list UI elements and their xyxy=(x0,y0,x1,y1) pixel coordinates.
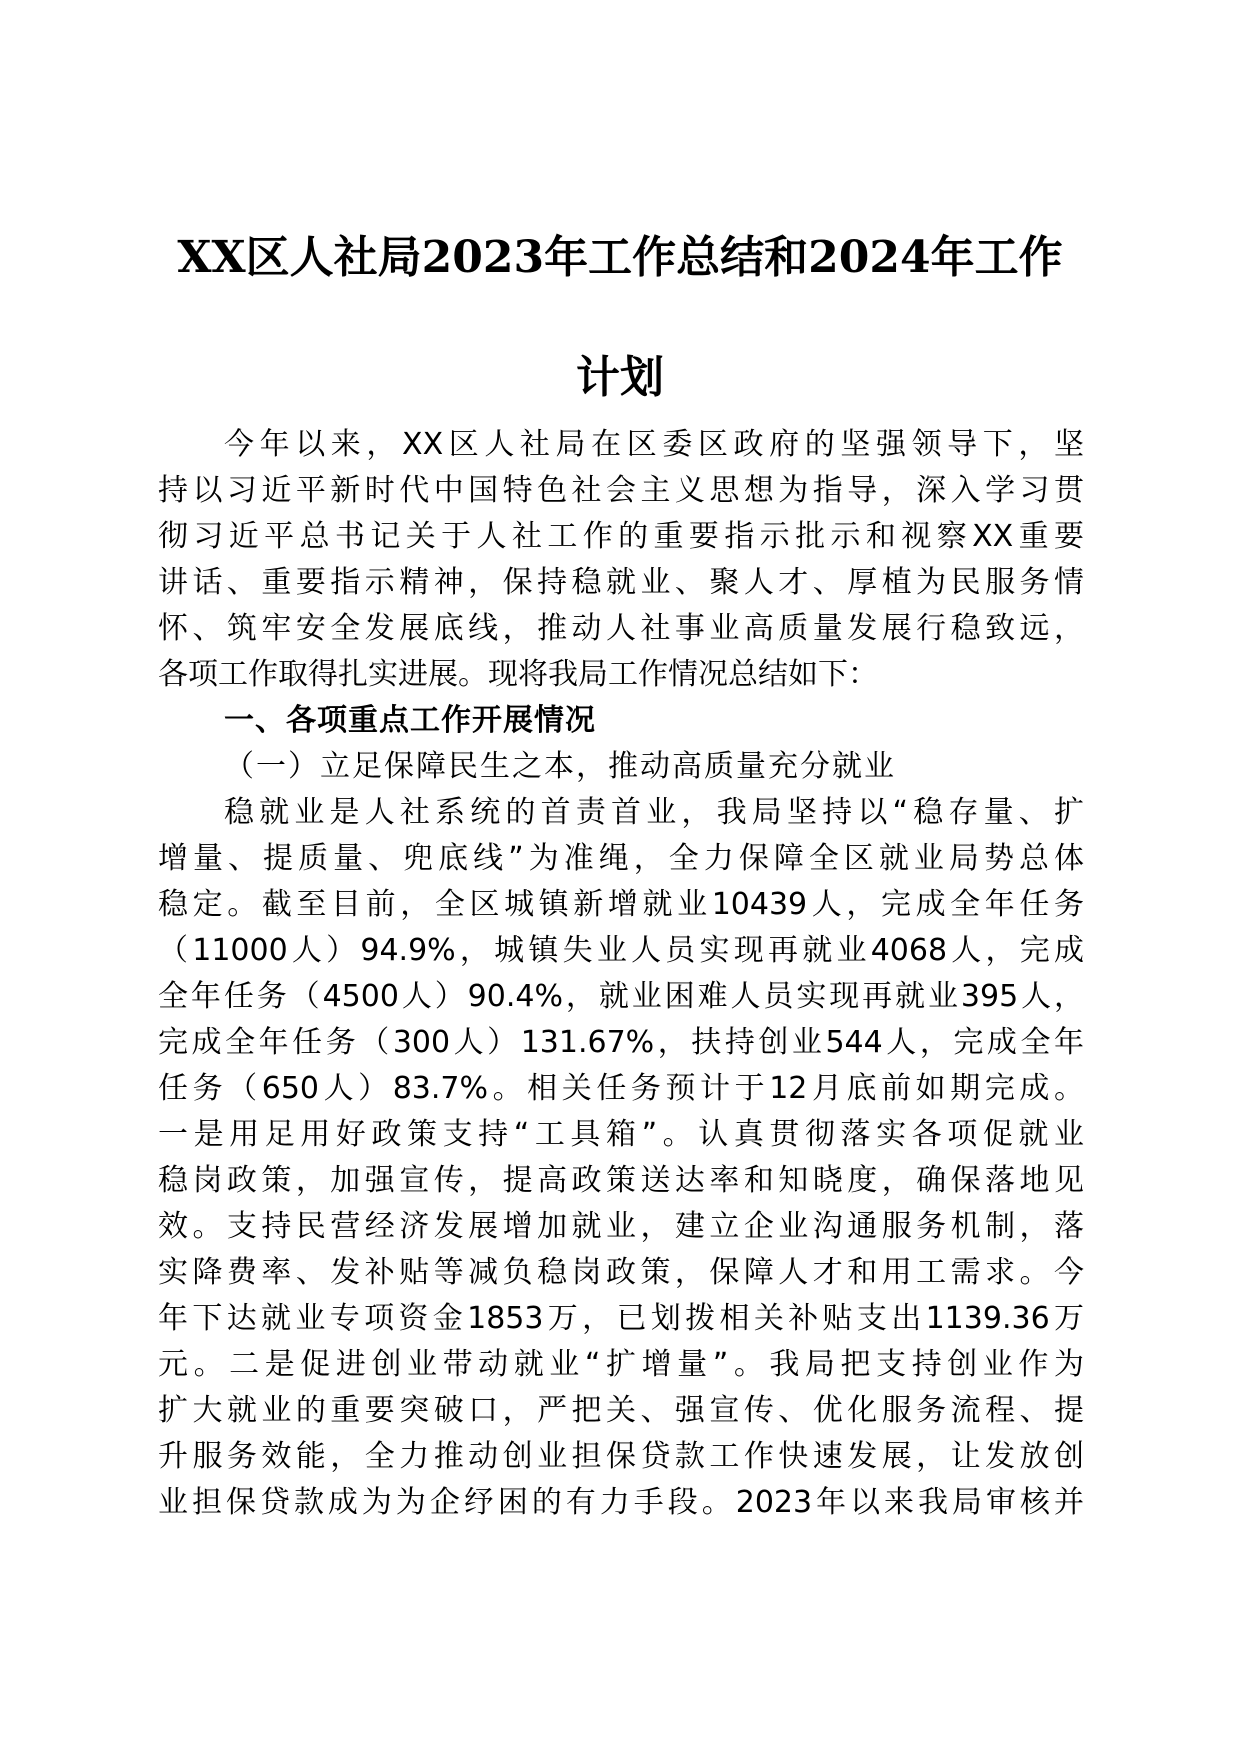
subsection-heading: （一）立足保障民生之本，推动高质量充分就业 xyxy=(224,749,896,784)
paragraph-line: 完成全年任务（300人）131.67%，扶持创业544人，完成全年 xyxy=(158,1025,1084,1060)
section-heading: 一、各项重点工作开展情况 xyxy=(224,703,596,738)
paragraph-line: 年下达就业专项资金1853万，已划拨相关补贴支出1139.36万 xyxy=(158,1301,1084,1336)
paragraph-line: 稳就业是人社系统的首责首业，我局坚持以“稳存量、扩 xyxy=(224,795,1084,830)
paragraph-line: 效。支持民营经济发展增加就业，建立企业沟通服务机制，落 xyxy=(158,1209,1084,1244)
paragraph-line: 升服务效能，全力推动创业担保贷款工作快速发展，让发放创 xyxy=(158,1439,1084,1474)
paragraph-line: 扩大就业的重要突破口，严把关、强宣传、优化服务流程、提 xyxy=(158,1393,1084,1428)
paragraph-line: 稳定。截至目前，全区城镇新增就业10439人，完成全年任务 xyxy=(158,887,1084,922)
paragraph-line: 全年任务（4500人）90.4%，就业困难人员实现再就业395人， xyxy=(158,979,1084,1014)
document-title-line-2: 计划 xyxy=(576,352,664,403)
paragraph-line: 今年以来，XX区人社局在区委区政府的坚强领导下，坚 xyxy=(224,427,1084,462)
paragraph-line: 各项工作取得扎实进展。现将我局工作情况总结如下： xyxy=(158,657,878,692)
paragraph-line: （11000人）94.9%，城镇失业人员实现再就业4068人，完成 xyxy=(158,933,1084,968)
paragraph-line: 彻习近平总书记关于人社工作的重要指示批示和视察XX重要 xyxy=(158,519,1084,554)
paragraph-line: 任务（650人）83.7%。相关任务预计于12月底前如期完成。 xyxy=(158,1071,1084,1106)
paragraph-line: 业担保贷款成为为企纾困的有力手段。2023年以来我局审核并 xyxy=(158,1485,1084,1520)
paragraph-line: 实降费率、发补贴等减负稳岗政策，保障人才和用工需求。今 xyxy=(158,1255,1084,1290)
paragraph-line: 一是用足用好政策支持“工具箱”。认真贯彻落实各项促就业 xyxy=(158,1117,1084,1152)
paragraph-line: 元。二是促进创业带动就业“扩增量”。我局把支持创业作为 xyxy=(158,1347,1084,1382)
paragraph-line: 持以习近平新时代中国特色社会主义思想为指导，深入学习贯 xyxy=(158,473,1084,508)
paragraph-line: 讲话、重要指示精神，保持稳就业、聚人才、厚植为民服务情 xyxy=(158,565,1084,600)
paragraph-line: 稳岗政策，加强宣传，提高政策送达率和知晓度，确保落地见 xyxy=(158,1163,1084,1198)
document-title-line-1: XX区人社局2023年工作总结和2024年工作 xyxy=(177,232,1063,283)
paragraph-line: 增量、提质量、兜底线”为准绳，全力保障全区就业局势总体 xyxy=(158,841,1084,876)
paragraph-line: 怀、筑牢安全发展底线，推动人社事业高质量发展行稳致远， xyxy=(158,611,1084,646)
